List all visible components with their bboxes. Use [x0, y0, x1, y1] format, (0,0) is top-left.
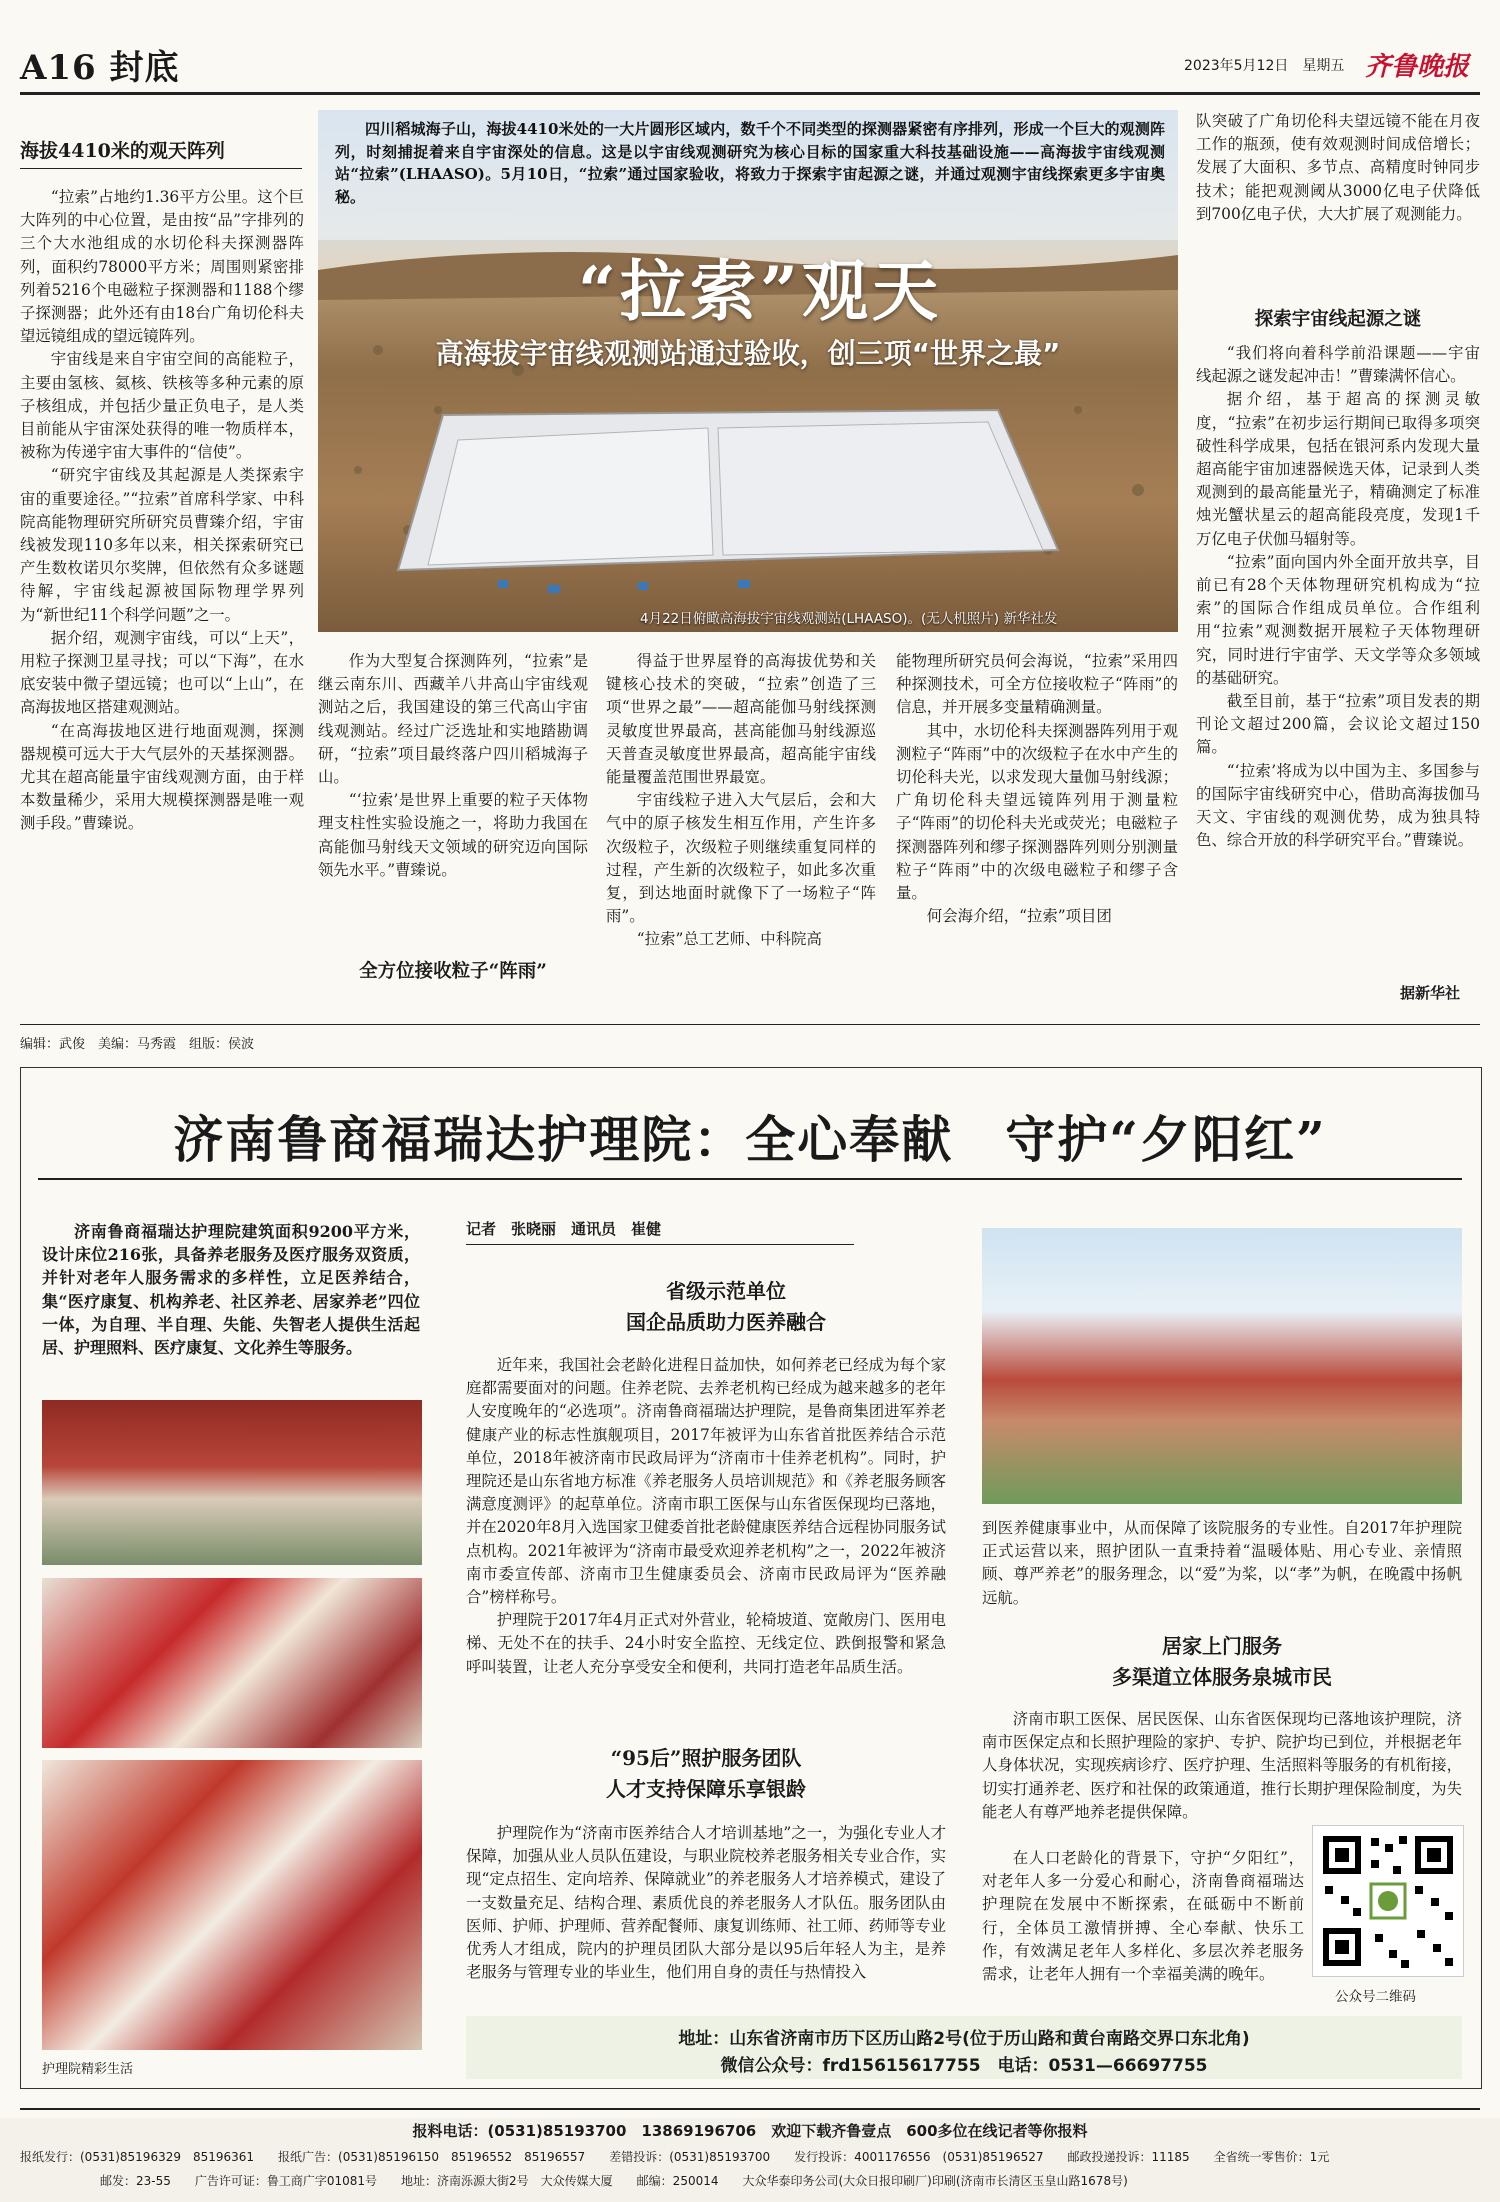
byline-rule [466, 1244, 854, 1245]
paragraph: “在高海拔地区进行地面观测，探测器规模可远大于大气层外的天基探测器。尤其在超高能量宇宙线观测方面，由于样本数量稀少，采用大规模探测器是唯一观测手段。”曹臻说。 [20, 721, 304, 833]
paragraph: 据介绍，观测宇宙线，可以“上天”，用粒子探测卫星寻找；可以“下海”，在水底安装中微子望远镜；也可以“上山”，在高海拔地区搭建观测站。 [20, 628, 304, 717]
sec2-title-line2: 人才支持保障乐享银龄 [606, 1777, 806, 1801]
editors-line: 编辑：武俊 美编：马秀霞 组版：侯波 [20, 1037, 255, 1052]
newspaper-logo: 齐鲁晚报 [1365, 52, 1470, 82]
footer-contacts: 报纸发行：(0531)85196329 85196361 报纸广告：(0531)85196150 85196552 85196557 差错投诉：(0531)85193700 发行投诉：4001176556 (0531)85196527 邮政投递投诉：11185 全省统一零售价：1元 [20, 2150, 1330, 2164]
qr-code-icon [1313, 1826, 1463, 1976]
paragraph: “我们将向着科学前沿课题——宇宙线起源之谜发起冲击！”曹臻满怀信心。 [1196, 344, 1480, 386]
lasuo-column-3 [606, 650, 876, 952]
sec3-title-line1: 居家上门服务 [1162, 1634, 1282, 1658]
page-code: A16 封底 [20, 48, 180, 88]
qr-code[interactable] [1312, 1825, 1464, 1977]
paragraph: 何会海介绍，“拉索”项目团 [926, 907, 1112, 926]
ad-column-2 [466, 1822, 946, 1984]
side-title: 海拔4410米的观天阵列 [20, 140, 225, 162]
ad-column-4b [982, 1847, 1304, 1986]
paragraph: 近年来，我国社会老龄化进程日益加快，如何养老已经成为每个家庭都需要面对的问题。住养老院、去养老机构已经成为越来越多的老年人安度晚年的“必选项”。济南鲁商福瑞达护理院，是鲁商集团进军养老健康产业的标志性旗舰项目，2017年被评为山东省首批医养结合示范单位，2018年被济南市民政局评为“济南市十佳养老机构”。同时，护理院还是山东省地方标准《养老服务人员培训规范》和《养老服务顾客满意度测评》的起草单位。济南市职工医保与山东省医保现均已落地，并在2020年8月入选国家卫健委首批老龄健康医养结合远程协同服务试点机构。2021年被评为“济南市最受欢迎养老机构”之一，2022年被济南市委宣传部、济南市卫生健康委员会、济南市民政局评为“医养融合”榜样称号。 [466, 1356, 946, 1607]
paragraph: “拉索”面向国内外全面开放共享，目前已有28个天体物理研究机构成为“拉索”的国际合作组成员单位。合作组利用“拉索”观测数据开展粒子天体物理研究，同时进行宇宙学、天文学等众多领域的基础研究。 [1196, 552, 1480, 687]
lasuo-column-5b [1196, 342, 1480, 852]
paragraph: 队突破了广角切伦科夫望远镜不能在月夜工作的瓶颈，使有效观测时间成倍增长；发展了大面积、多节点、高精度时钟同步技术；能把观测阈从3000亿电子伏降低到700亿电子伏，大大扩展了观测能力。 [1196, 112, 1480, 223]
main-title: “拉索”观天 [578, 252, 942, 330]
paragraph: 在人口老龄化的背景下，守护“夕阳红”，对老年人多一分爱心和耐心，济南鲁商福瑞达护理院在发展中不断探索，在砥砺中不断前行，全体员工激情拼搏、全心奉献、快乐工作，有效满足老年人多样化、多层次养老服务需求，让老年人拥有一个幸福美满的晚年。 [982, 1849, 1304, 1984]
paragraph: “‘拉索’是世界上重要的粒子天体物理支柱性实验设施之一，将助力我国在高能伽马射线天文领域的研究迈向国际领先水平。”曹臻说。 [318, 791, 588, 879]
guitar-activity-photo [42, 1578, 422, 1748]
paragraph: 济南市职工医保、居民医保、山东省医保现均已落地该护理院，济南市医保定点和长照护理险的家护、专护、院护均已到位，并根据老年人身体状况，实现疾病诊疗、医疗护理、生活照料等服务的有机衔接，切实打通养老、医疗和社保的政策通道，推行长期护理保险制度，为失能老人有尊严地养老提供保障。 [982, 1710, 1462, 1821]
paragraph: 护理院作为“济南市医养结合人才培训基地”之一，为强化专业人才保障，加强从业人员队伍建设，与职业院校养老服务相关专业合作，实现“定点招生、定向培养、保障就业”的养老服务人才培养模式，建设了一支数量充足、结构合理、素质优良的养老服务人才队伍。服务团队由医师、护师、护理师、营养配餐师、康复训练师、社工师、药师等专业优秀人才组成，院内的护理员团队大部分是以95后年轻人为主，是养老服务与管理专业的毕业生，他们用自身的责任与热情投入 [466, 1824, 946, 1982]
ad-column-3 [982, 1517, 1462, 1610]
side-title-rule [20, 168, 302, 169]
paragraph: 其中，水切伦科夫探测器阵列用于观测粒子“阵雨”中的次级粒子在水中产生的切伦科夫光，以求发现大量伽马射线源；广角切伦科夫望远镜阵列用于测量粒子“阵雨”的切伦科夫光或荧光；电磁粒子探测器阵列和缪子探测器阵列则分别测量粒子“阵雨”中的次级电磁粒子和缪子含量。 [896, 721, 1178, 903]
paragraph: 到医养健康事业中，从而保障了该院服务的专业性。自2017年护理院正式运营以来，照护团队一直秉持着“温暖体贴、用心专业、亲情照顾、尊严养老”的服务理念，以“爱”为桨，以“孝”为帆，在晚霞中扬帆远航。 [982, 1519, 1462, 1607]
paragraph: 宇宙线粒子进入大气层后，会和大气中的原子核发生相互作用，产生许多次级粒子，次级粒子则继续重复同样的过程，产生新的次级粒子，如此多次重复，到达地面时就像下了一场粒子“阵雨”。 [606, 791, 876, 926]
issue-date: 2023年5月12日 星期五 [1184, 58, 1345, 74]
footer-info: 邮发：23-55 广告许可证：鲁工商广字01081号 地址：济南泺源大街2号 大众传媒大厦 邮编：250014 大众华泰印务公司(大众日报印刷厂)印刷(济南市长清区玉皇山路1678号) [100, 2174, 1128, 2188]
ad-headline: 济南鲁商福瑞达护理院：全心奉献 守护“夕阳红” [173, 1110, 1327, 1169]
contact-line: 微信公众号：frd15615617755 电话：0531—66697755 [720, 2056, 1208, 2076]
lasuo-column-1 [20, 186, 304, 836]
ad-photo-caption: 护理院精彩生活 [42, 2062, 134, 2077]
paragraph: 据介绍，基于超高的探测灵敏度，“拉索”在初步运行期间已取得多项突破性科学成果，包括在银河系内发现大量超高能宇宙加速器候选天体，记录到人类观测到的最高能量光子，精确测定了标准烛光蟹状星云的超高能段亮度，发现1千万亿电子伏伽马辐射等。 [1196, 390, 1480, 548]
ad-column-1 [466, 1354, 946, 1679]
header-rule [20, 92, 1480, 95]
lasuo-column-4 [896, 650, 1178, 928]
section-heading-origin: 探索宇宙线起源之谜 [1254, 309, 1422, 330]
sec3-title-line2: 多渠道立体服务泉城市民 [1112, 1665, 1332, 1689]
paragraph: 护理院于2017年4月正式对外营业，轮椅坡道、宽敞房门、医用电梯、无处不在的扶手、24小时安全监控、无线定位、跌倒报警和紧急呼叫装置，让老人充分享受安全和便利，共同打造老年品质生活。 [466, 1611, 946, 1676]
footer-rule [20, 2108, 1480, 2110]
paragraph: “拉索”占地约1.36平方公里。这个巨大阵列的中心位置，是由按“品”字排列的三个大水池组成的水切伦科夫探测器阵列，面积约78000平方米；周围则紧密排列着5216个电磁粒子探测器和1188个缪子探测器；此外还有由18台广角切伦科夫望远镜组成的望远镜阵列。 [20, 188, 304, 346]
lasuo-column-2 [318, 650, 588, 882]
building-photo [42, 1400, 422, 1565]
lasuo-column-5a [1196, 110, 1480, 226]
paragraph: “研究宇宙线及其起源是人类探索宇宙的重要途径。”“拉索”首席科学家、中科院高能物理研究所研究员曹臻介绍，宇宙线被发现110多年以来，相关探索研究已产生数枚诺贝尔奖牌，但依然有众多谜题待解，宇宙线起源被国际物理学界列为“新世纪11个科学问题”之一。 [20, 466, 304, 624]
address-line: 地址：山东省济南市历下区历山路2号(位于历山路和黄台南路交界口东北角) [678, 2029, 1250, 2049]
building-rendering [982, 1228, 1462, 1504]
weekday: 星期五 [1302, 58, 1345, 74]
article-source: 据新华社 [1400, 984, 1461, 1002]
editors-rule [20, 1024, 1480, 1025]
section-name: 封底 [109, 48, 180, 88]
sec2-title-line1: “95后”照护服务团队 [610, 1746, 802, 1770]
calligraphy-activity-photo [42, 1760, 422, 2050]
ad-headline-rule [38, 1178, 1462, 1180]
photo-caption: 4月22日俯瞰高海拔宇宙线观测站(LHAASO)。(无人机照片) 新华社发 [640, 611, 1058, 627]
paragraph: 宇宙线是来自宇宙空间的高能粒子，主要由氢核、氦核、铁核等多种元素的原子核组成，并包括少量正负电子，是人类目前能从宇宙深处获得的唯一物质样本，被称为传递宇宙大事件的“信使”。 [20, 350, 304, 462]
sec1-title-line2: 国企品质助力医养融合 [626, 1310, 826, 1334]
ad-lead: 济南鲁商福瑞达护理院建筑面积9200平方米，设计床位216张，具备养老服务及医疗服务双资质，并针对老年人服务需求的多样性，立足医养结合，集“医疗康复、机构养老、社区养老、居家养老”四位一体，为自理、半自理、失能、失智老人提供生活起居、护理照料、医疗康复、文化养生等服务。 [42, 1222, 420, 1358]
footer-hotline: 报料电话：(0531)85193700 13869196706 欢迎下载齐鲁壹点 600多位在线记者等你报料 [412, 2122, 1088, 2140]
paragraph: 截至目前，基于“拉索”项目发表的期刊论文超过200篇，会议论文超过150篇。 [1196, 692, 1480, 757]
address-box [466, 2016, 1462, 2079]
paragraph: 能物理所研究员何会海说，“拉索”采用四种探测技术，可全方位接收粒子“阵雨”的信息，并开展多变量精确测量。 [896, 652, 1178, 717]
sec1-title-line1: 省级示范单位 [666, 1279, 786, 1303]
ad-column-4a [982, 1708, 1462, 1824]
paragraph: “‘拉索’将成为以中国为主、多国参与的国际宇宙线研究中心，借助高海拔伽马天文、宇宙线的观测优势，成为独具特色、综合开放的科学研究平台。”曹臻说。 [1196, 761, 1480, 850]
qr-caption: 公众号二维码 [1335, 1989, 1416, 2005]
paragraph: 作为大型复合探测阵列，“拉索”是继云南东川、西藏羊八井高山宇宙线观测站之后，我国建设的第三代高山宇宙线观测站。经过广泛选址和实地踏勘调研，“拉索”项目最终落户四川稻城海子山。 [318, 652, 588, 787]
main-subtitle: 高海拔宇宙线观测站通过验收，创三项“世界之最” [435, 337, 1061, 370]
intro-text: 四川稻城海子山，海拔4410米处的一大片圆形区域内，数千个不同类型的探测器紧密有序排列，形成一个巨大的观测阵列，时刻捕捉着来自宇宙深处的信息。这是以宇宙线观测研究为核心目标的国家重大科技基础设施——高海拔宇宙线观测站“拉索”(LHAASO)。5月10日，“拉索”通过国家验收，将致力于探索宇宙起源之谜，并通过观测宇宙线探索更多宇宙奥秘。 [335, 120, 1165, 206]
paragraph: 得益于世界屋脊的高海拔优势和关键核心技术的突破，“拉索”创造了三项“世界之最”——超高能伽马射线探测灵敏度世界最高，甚高能伽马射线源巡天普查灵敏度世界最高，超高能宇宙线能量覆盖范围世界最宽。 [606, 652, 876, 787]
byline: 记者 张晓丽 通讯员 崔健 [466, 1220, 662, 1238]
paragraph: “拉索”总工艺师、中科院高 [636, 930, 822, 949]
section-heading-shower: 全方位接收粒子“阵雨” [359, 961, 547, 982]
